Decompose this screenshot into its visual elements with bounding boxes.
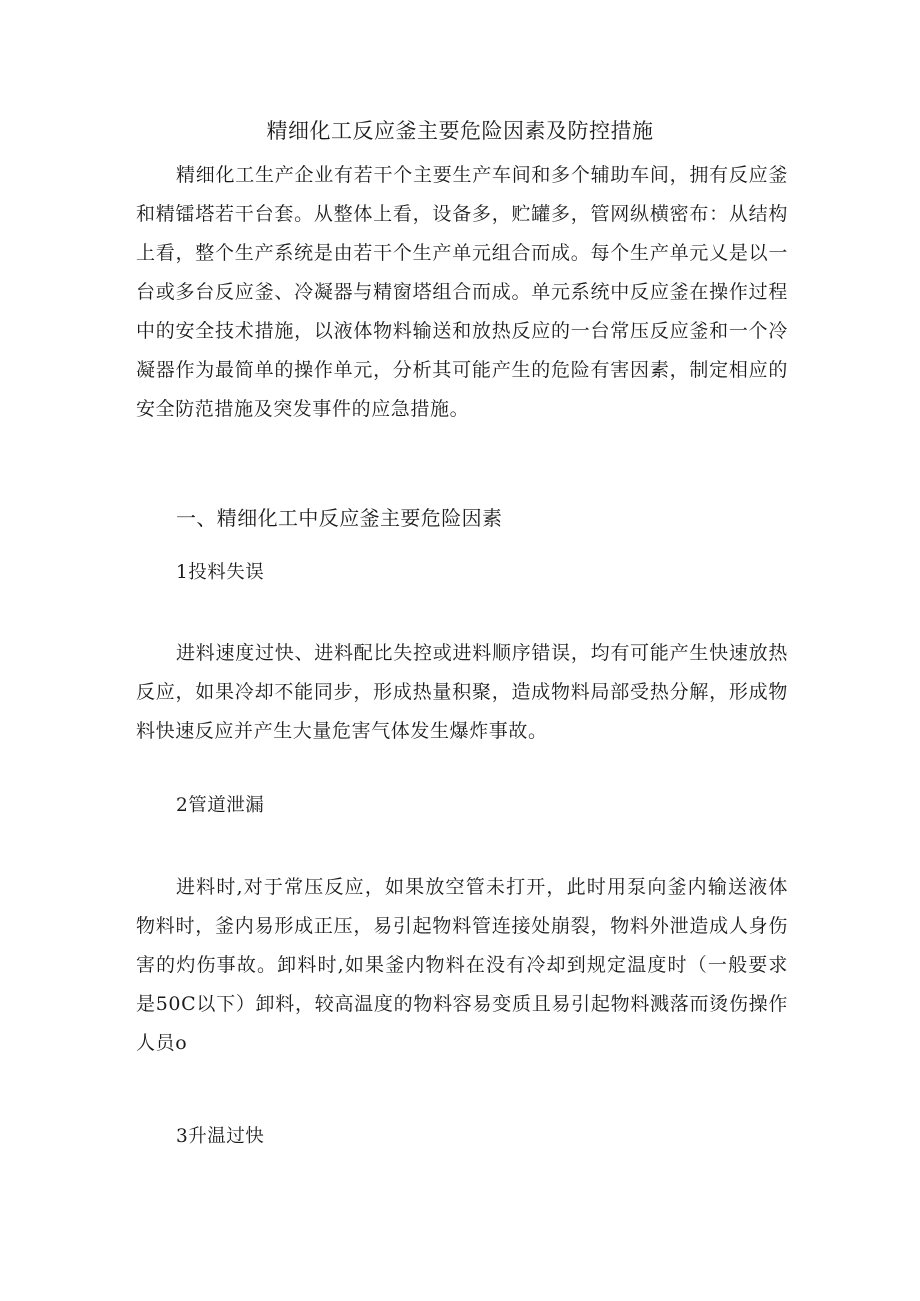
item-1-heading: 1投料失误	[176, 562, 265, 583]
document-title: 精细化工反应釜主要危险因素及防控措施	[266, 119, 654, 143]
item-2-heading: 2管道泄漏	[176, 795, 265, 816]
intro-paragraph: 精细化工生产企业有若干个主要生产车间和多个辅助车间，拥有反应釜和精镭塔若干台套。从整体上看，设备多，贮罐多，管网纵横密布：从结构上看，整个生产系统是由若干个生产单元组合而成。每个生产单元乂是以一台或多台反应釜、冷凝器与精窗塔组合而成。单元系统中反应釜在操作过程中的安全技术措施，以液体物料输送和放热反应的一台常压反应釜和一个冷凝器作为最简单的操作单元，分析其可能产生的危险有害因素，制定相应的安全防范措施及突发事件的应急措施。	[136, 164, 788, 420]
item-1-paragraph: 进料速度过快、进料配比失控或进料顺序错误，均有可能产生快速放热反应，如果冷却不能同步，形成热量积聚，造成物料局部受热分解，形成物料快速反应并产生大量危害气体发生爆炸事故。	[136, 642, 788, 742]
item-3-heading: 3升温过快	[176, 1126, 265, 1147]
section-1-heading: 一、精细化工中反应釜主要危险因素	[176, 506, 503, 530]
item-2-paragraph: 进料时,对于常压反应，如果放空管未打开，此时用泵向釜内输送液体物料时，釜内易形成正压，易引起物料管连接处崩裂，物料外泄造成人身伤害的灼伤事故。卸料时,如果釜内物料在没有冷却到规定温度时（一般要求是50C以下）卸料，较高温度的物料容易变质且易引起物料溅落而烫伤操作人员o	[136, 876, 788, 1054]
